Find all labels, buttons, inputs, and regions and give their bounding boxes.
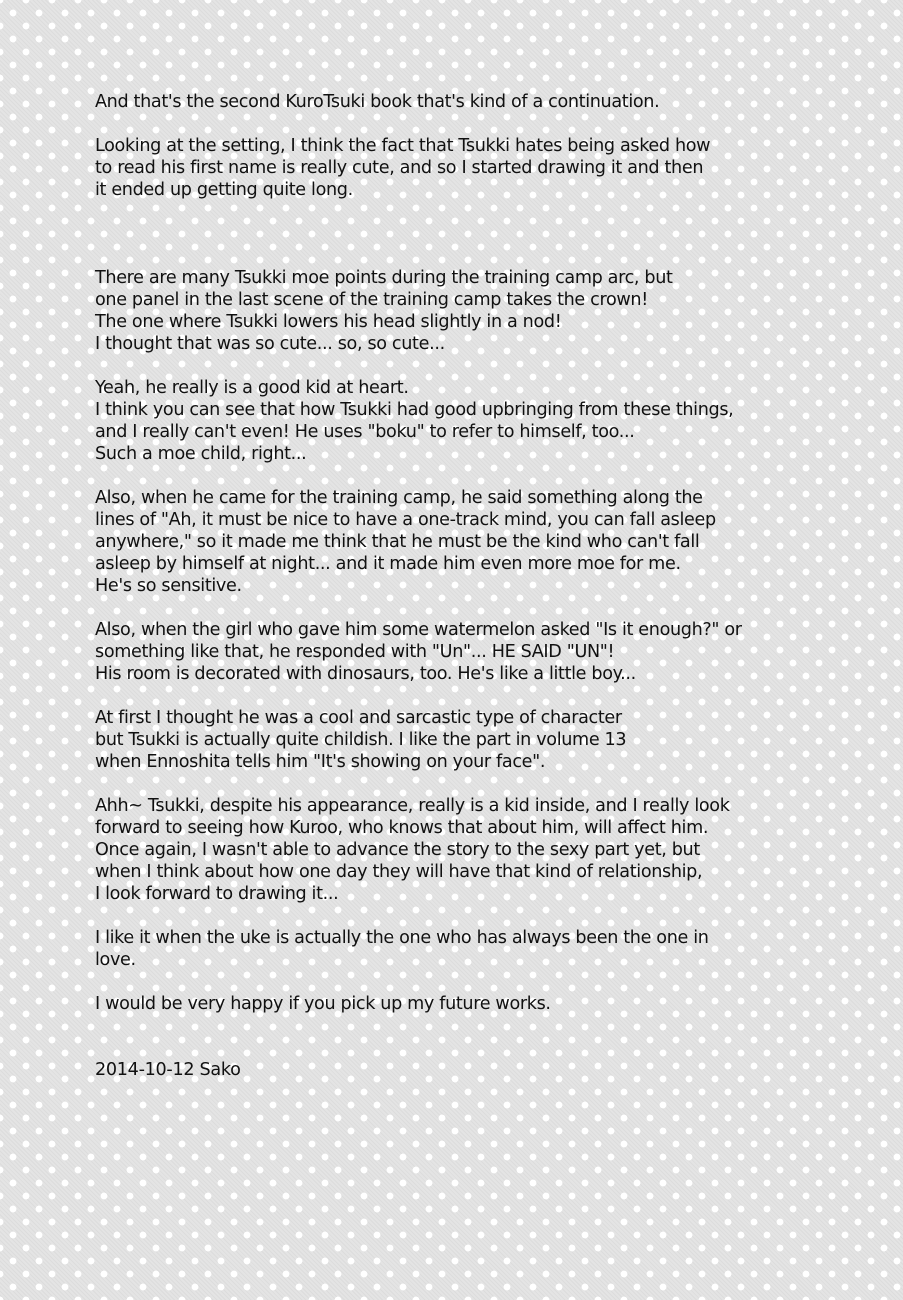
text-line: it ended up getting quite long. [95,180,353,200]
text-line: I would be very happy if you pick up my future works. [95,994,551,1014]
text-line: forward to seeing how Kuroo, who knows that about him, will affect him. [95,818,709,838]
text-line: when I think about how one day they will have that kind of relationship, [95,862,703,882]
paragraph-watermelon [95,619,803,685]
text-line: At first I thought he was a cool and sarcastic type of character [95,708,622,728]
text-line: He's so sensitive. [95,576,242,596]
paragraph-training-camp [95,267,803,355]
paragraph-uke [95,927,803,971]
text-line: one panel in the last scene of the training camp takes the crown! [95,290,648,310]
text-line: to read his first name is really cute, and so I started drawing it and then [95,158,704,178]
text-line: Such a moe child, right... [95,444,307,464]
text-line: Also, when he came for the training camp, he said something along the [95,488,703,508]
text-line: love. [95,950,136,970]
paragraph-sensitive [95,487,803,597]
text-line: Looking at the setting, I think the fact that Tsukki hates being asked how [95,136,711,156]
text-line: Also, when the girl who gave him some watermelon asked "Is it enough?" or [95,620,742,640]
text-line: asleep by himself at night... and it made him even more moe for me. [95,554,681,574]
paragraph-childish [95,707,803,773]
paragraph-intro [95,91,803,113]
text-line: I thought that was so cute... so, so cute... [95,334,445,354]
paragraph-good-kid [95,377,803,465]
paragraph-kuroo [95,795,803,905]
text-line: when Ennoshita tells him "It's showing on your face". [95,752,546,772]
text-line: but Tsukki is actually quite childish. I like the part in volume 13 [95,730,627,750]
text-line: His room is decorated with dinosaurs, too. He's like a little boy... [95,664,636,684]
paragraph-future-works [95,993,803,1015]
text-line: I like it when the uke is actually the one who has always been the one in [95,928,709,948]
text-line: Yeah, he really is a good kid at heart. [95,378,409,398]
text-line: Once again, I wasn't able to advance the story to the sexy part yet, but [95,840,700,860]
text-line: There are many Tsukki moe points during the training camp arc, but [95,268,673,288]
text-line: Ahh~ Tsukki, despite his appearance, really is a kid inside, and I really look [95,796,730,816]
paragraph-setting [95,135,803,201]
text-line: lines of "Ah, it must be nice to have a one-track mind, you can fall asleep [95,510,716,530]
text-line: something like that, he responded with "Un"... HE SAID "UN"! [95,642,615,662]
text-line: and I really can't even! He uses "boku" to refer to himself, too... [95,422,635,442]
text-line: And that's the second KuroTsuki book that's kind of a continuation. [95,92,660,112]
text-line: anywhere," so it made me think that he must be the kind who can't fall [95,532,700,552]
signature: 2014-10-12 Sako [95,1060,241,1080]
text-line: I look forward to drawing it... [95,884,339,904]
text-line: The one where Tsukki lowers his head slightly in a nod! [95,312,562,332]
text-line: I think you can see that how Tsukki had good upbringing from these things, [95,400,734,420]
